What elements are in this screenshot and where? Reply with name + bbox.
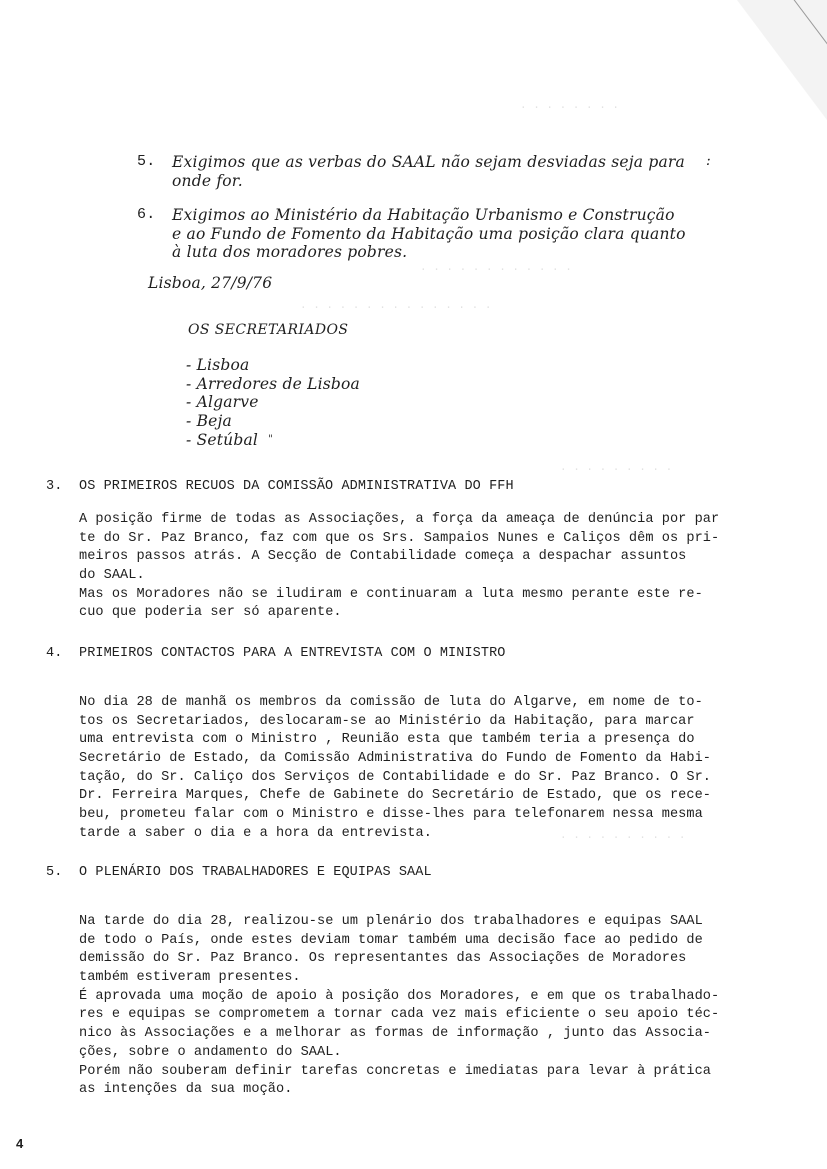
body-line: tarde a saber o dia e a hora da entrevista. — [79, 825, 432, 841]
section-body — [79, 913, 739, 1100]
demand-number: 5. — [137, 153, 156, 170]
section-heading — [46, 646, 505, 661]
body-line: meiros passos atrás. A Secção de Contabilidade começa a despachar assuntos — [79, 549, 687, 565]
body-line: cuo que poderia ser só aparente. — [79, 605, 342, 621]
demand-line: e ao Fundo de Fomento da Habitação uma posição clara quanto — [172, 224, 686, 243]
page-number: 4 — [16, 1136, 24, 1151]
section-number: 5. — [46, 865, 63, 880]
section-title: PRIMEIROS CONTACTOS PARA A ENTREVISTA COM O MINISTRO — [79, 646, 506, 661]
body-line: beu, prometeu falar com o Ministro e disse-lhes para telefonarem nessa mesma — [79, 807, 703, 823]
show-through-mark: . . . . . . . . . — [560, 462, 673, 474]
signatories-title: OS SECRETARIADOS — [188, 322, 349, 338]
section-number: 3. — [46, 479, 63, 494]
folded-corner — [737, 0, 827, 120]
document-date: Lisboa, 27/9/76 — [148, 274, 273, 292]
demand-line: à luta dos moradores pobres. — [172, 243, 408, 261]
body-line: te do Sr. Paz Branco, faz com que os Srs. Sampaios Nunes e Caliços dêm os pri- — [79, 530, 720, 546]
section-heading — [46, 479, 514, 494]
section-title: OS PRIMEIROS RECUOS DA COMISSÃO ADMINISTRATIVA DO FFH — [79, 479, 514, 494]
body-line: uma entrevista com o Ministro , Reunião esta que também teria a presença do — [79, 732, 695, 748]
body-line: tos os Secretariados, deslocaram-se ao Ministério da Habitação, para marcar — [79, 713, 695, 729]
body-line: nico às Associações e a melhorar as formas de informação , junto das Associa- — [79, 1026, 711, 1042]
body-line: res e equipas se comprometem a tornar cada vez mais eficiente o seu apoio téc- — [79, 1007, 720, 1023]
section-heading — [46, 865, 432, 880]
signatory-item: - Beja — [186, 412, 232, 431]
body-line: de todo o País, onde estes deviam tomar também uma decisão face ao pedido de — [79, 932, 703, 948]
body-line: A posição firme de todas as Associações, a força da ameaça de denúncia por par — [79, 512, 720, 527]
signatory-item-with-mark — [186, 431, 360, 450]
body-line: É aprovada uma moção de apoio à posição dos Moradores, e em que os trabalhado- — [79, 988, 720, 1004]
closing-mark: " — [268, 433, 273, 445]
margin-mark: : — [706, 153, 711, 169]
signatory-item: - Lisboa — [186, 356, 250, 374]
section-number: 4. — [46, 646, 63, 661]
show-through-mark: . . . . . . . . . . . . — [420, 262, 572, 274]
demand-line: Exigimos ao Ministério da Habitação Urbanismo e Construção — [172, 206, 675, 224]
body-line: No dia 28 de manhã os membros da comissão de luta do Algarve, em nome de to- — [79, 695, 703, 710]
body-line: demissão do Sr. Paz Branco. Os representantes das Associações de Moradores — [79, 951, 687, 967]
body-line: Na tarde do dia 28, realizou-se um plenário dos trabalhadores e equipas SAAL — [79, 914, 703, 929]
signatory-item: - Setúbal — [186, 430, 259, 449]
signatory-item: - Arredores de Lisboa — [186, 374, 360, 393]
body-line: também estiveram presentes. — [79, 970, 301, 986]
section-body — [79, 694, 739, 844]
show-through-mark: . . . . . . . . — [520, 100, 620, 112]
demand-number: 6. — [137, 206, 156, 223]
show-through-mark: . . . . . . . . . . — [560, 830, 686, 842]
body-line: tação, do Sr. Caliço dos Serviços de Contabilidade e do Sr. Paz Branco. O Sr. — [79, 769, 711, 785]
body-line: Mas os Moradores não se iludiram e continuaram a luta mesmo perante este re- — [79, 586, 703, 602]
demand-line: Exigimos que as verbas do SAAL não sejam desviadas seja para — [172, 153, 685, 171]
section-title: O PLENÁRIO DOS TRABALHADORES E EQUIPAS SAAL — [79, 865, 432, 880]
signatories-list — [186, 356, 360, 449]
body-line: as intenções da sua moção. — [79, 1082, 293, 1098]
demand-line: onde for. — [172, 172, 243, 190]
body-line: Porém não souberam definir tarefas concretas e imediatas para levar à prática — [79, 1063, 711, 1079]
signatory-item: - Algarve — [186, 393, 259, 412]
body-line: Secretário de Estado, da Comissão Administrativa do Fundo de Fomento da Habi- — [79, 751, 711, 767]
body-line: Dr. Ferreira Marques, Chefe de Gabinete do Secretário de Estado, que os rece- — [79, 788, 711, 804]
body-line: ções, sobre o andamento do SAAL. — [79, 1044, 342, 1060]
show-through-mark: . . . . . . . . . . . . . . . — [300, 300, 492, 312]
section-body — [79, 511, 739, 623]
body-line: do SAAL. — [79, 568, 145, 584]
